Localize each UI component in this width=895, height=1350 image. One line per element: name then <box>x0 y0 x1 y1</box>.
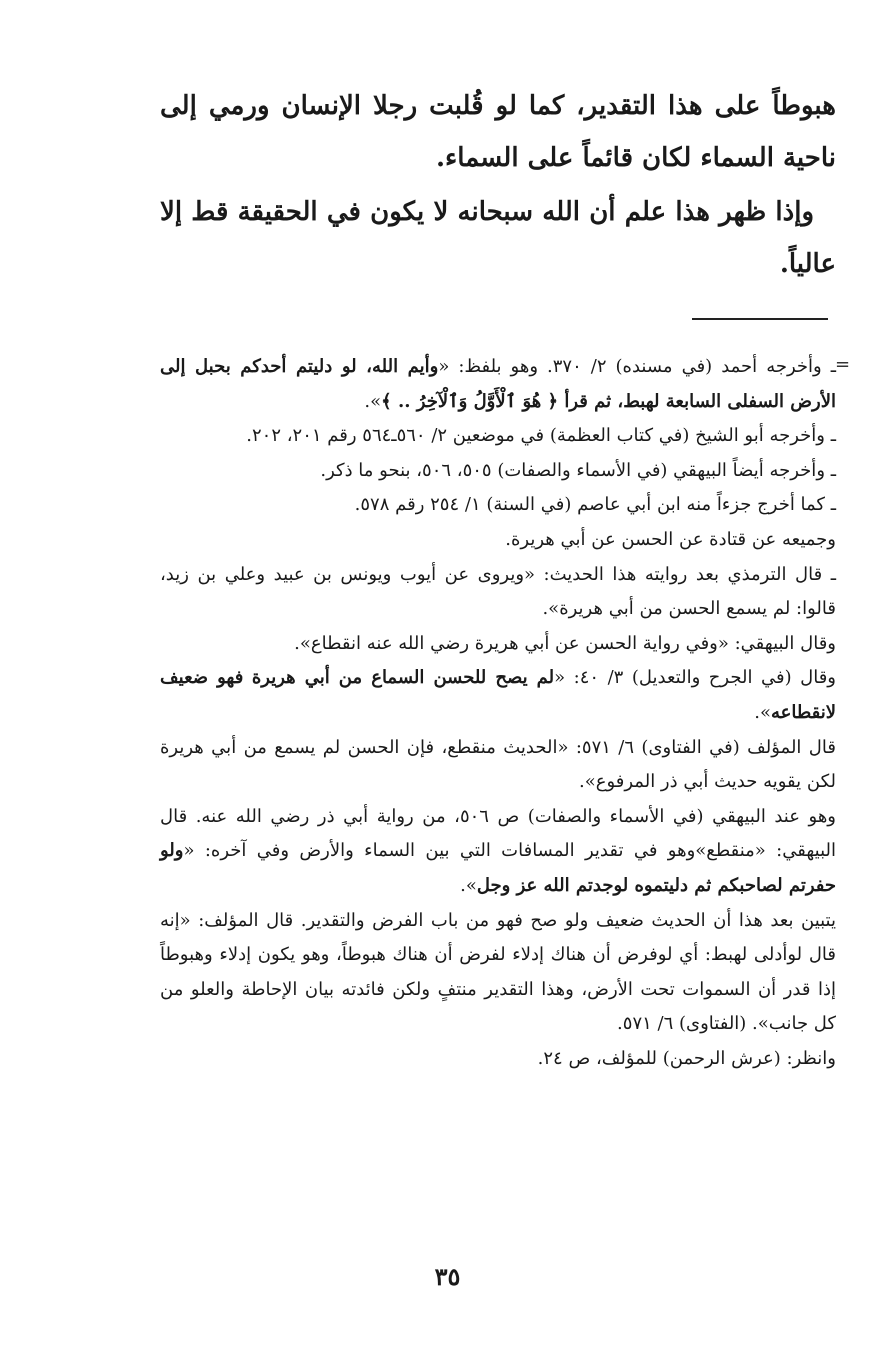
footnote-abu-dharr-end: ». <box>460 874 477 896</box>
footnote-abu-dharr-text: وهو عند البيهقي (في الأسماء والصفات) ص ٥٠٦، من رواية أبي ذر رضي الله عنه. قال البيهقي: «منقطع»وهو في تقدير المسافات التي بين السماء والأرض وفي آخره: « <box>160 805 836 862</box>
footnote-tirmidhi: ـ قال الترمذي بعد روايته هذا الحديث: «ويروى عن أيوب ويونس بن عبيد وعلي بن زيد، قالوا: لم يسمع الحسن من أبي هريرة». <box>160 563 836 620</box>
footnote-jarh-end: ». <box>754 701 771 723</box>
footnote-ahmad <box>160 350 836 419</box>
footnote-ahmad-intro: ـ وأخرجه أحمد (في مسنده) ٢/ ٣٧٠. وهو بلفظ: « <box>438 356 836 377</box>
footnote-ibn-abi-asim: ـ كما أخرج جزءاً منه ابن أبي عاصم (في السنة) ١/ ٢٥٤ رقم ٥٧٨. <box>354 494 836 516</box>
footnote-jarh-quote-2: فهو ضعيف لانقطاعه <box>160 667 836 723</box>
main-paragraph-2: وإذا ظهر هذا علم أن الله سبحانه لا يكون في الحقيقة قط إلا عالياً. <box>160 197 836 279</box>
footnote-conclusion: يتبين بعد هذا أن الحديث ضعيف ولو صح فهو من باب الفرض والتقدير. قال المؤلف: «إنه قال لوأدلى لهبط: أي لوفرض أن هناك إدلاء لفرض أن هناك هبوطاً، وهو يكون إدلاء وهبوطاً إذا قدر أن السموات تحت الأرض، وهذا التقدير منتفٍ ولكن فائدته بيان الإحاطة والعلو من كل جانب». (الفتاوى) ٦/ ٥٧١. <box>160 909 836 1035</box>
footnote-jarh-intro: وقال (في الجرح والتعديل) ٣/ ٤٠: « <box>554 667 836 689</box>
footnote-continuation-marker: = <box>835 354 851 375</box>
footnote-abu-dharr <box>160 800 836 904</box>
footnote-see-also: وانظر: (عرش الرحمن) للمؤلف، ص ٢٤. <box>537 1047 836 1069</box>
footnote-fatawa: قال المؤلف (في الفتاوى) ٦/ ٥٧١: «الحديث منقطع، فإن الحسن لم يسمع من أبي هريرة لكن يقويه حديث أبي ذر المرفوع». <box>160 736 836 793</box>
footnote-jarh-quote-1: لم يصح للحسن السماع من أبي هريرة <box>251 667 555 689</box>
footnote-jarh <box>160 661 836 730</box>
footnote-ahmad-end: ». <box>364 390 382 412</box>
footnote-abu-alshaykh: ـ وأخرجه أبو الشيخ (في كتاب العظمة) في موضعين ٢/ ٥٦٠ـ٥٦٤ رقم ٢٠١، ٢٠٢. <box>246 425 836 447</box>
main-paragraph-1: هبوطاً على هذا التقدير، كما لو قُلبت رجلا الإنسان ورمي إلى ناحية السماء لكان قائماً على السماء. <box>160 91 836 173</box>
footnotes <box>160 350 836 1076</box>
page-number: ٣٥ <box>434 1262 461 1291</box>
main-text <box>160 80 836 290</box>
footnote-bayhaqi: ـ وأخرجه أيضاً البيهقي (في الأسماء والصفات) ٥٠٥، ٥٠٦، بنحو ما ذكر. <box>320 459 836 481</box>
footnote-separator <box>692 318 828 320</box>
footnote-chain: وجميعه عن قتادة عن الحسن عن أبي هريرة. <box>505 528 836 550</box>
footnote-bayhaqi-inqita: وقال البيهقي: «وفي رواية الحسن عن أبي هريرة رضي الله عنه انقطاع». <box>294 632 836 654</box>
footnote-abu-dharr-quote: ولو حفرتم لصاحبكم ثم دليتموه لوجدتم الله عز وجل <box>160 840 836 896</box>
footnote-ahmad-hadith: وأيم الله، لو دليتم أحدكم بحبل إلى الأرض السفلى السابعة لهبط، ثم قرأ ﴿ هُوَ ٱلْأَوَّلُ وَٱلْآخِرُ .. ﴾ <box>160 356 836 412</box>
